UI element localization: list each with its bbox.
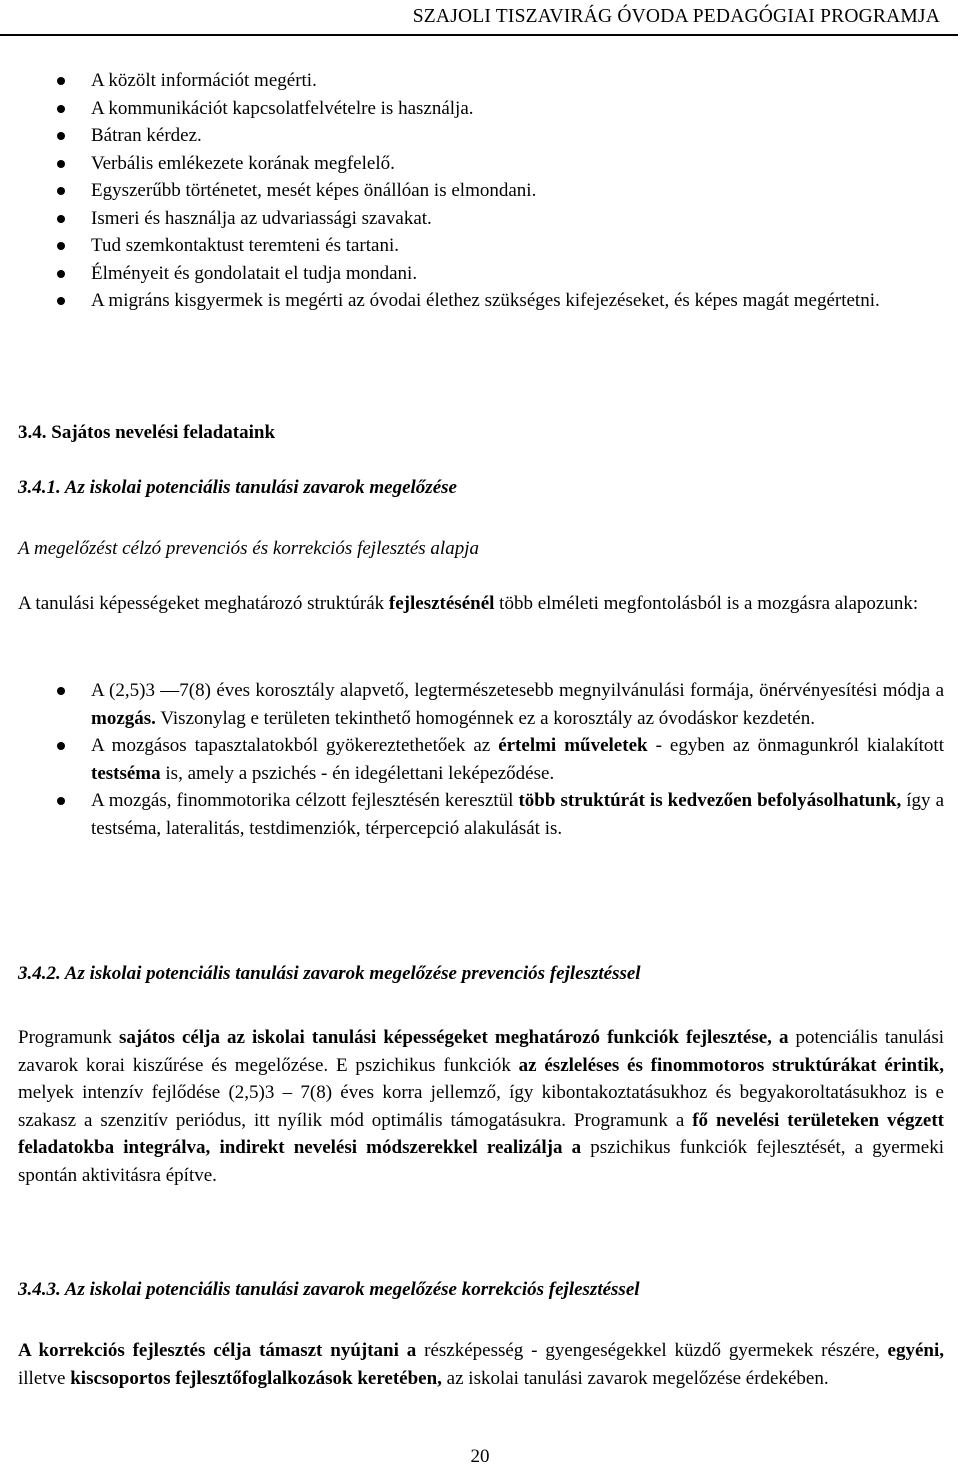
section-heading-3-4-1: 3.4.1. Az iskolai potenciális tanulási zavarok megelőzése <box>18 477 457 498</box>
list-item: Élményeit és gondolatait el tudja mondani. <box>18 260 944 288</box>
subsection-subtitle: A megelőzést célzó prevenciós és korrekciós fejlesztés alapja <box>18 538 479 559</box>
list-item: A kommunikációt kapcsolatfelvételre is használja. <box>18 95 944 123</box>
list-item: Bátran kérdez. <box>18 122 944 150</box>
list-item: A migráns kisgyermek is megérti az óvodai élethez szükséges kifejezéseket, és képes magát megértetni. <box>18 287 944 315</box>
list-item: Tud szemkontaktust teremteni és tartani. <box>18 232 944 260</box>
prevention-paragraph: Programunk sajátos célja az iskolai tanulási képességeket meghatározó funkciók fejlesztése, a potenciális tanulási zavarok korai kiszűrése és megelőzése. E pszichikus funkciók az észleléses és finommotoros struktúrákat érintik, melyek intenzív fejlődése (2,5)3 – 7(8) éves korra jellemző, így kibontakoztatásukhoz és begyakoroltatásukhoz is e szakasz a szenzitív periódus, itt nyílik mód optimális támogatásukra. Programunk a fő nevelési területeken végzett feladatokba integrálva, indirekt nevelési módszerekkel realizálja a pszichikus funkciók fejlesztését, a gyermeki spontán aktivitásra építve. <box>18 1027 944 1186</box>
list-item: Verbális emlékezete korának megfelelő. <box>18 150 944 178</box>
list-item: A közölt információt megérti. <box>18 67 944 95</box>
section-heading-3-4-3: 3.4.3. Az iskolai potenciális tanulási zavarok megelőzése korrekciós fejlesztéssel <box>18 1279 640 1300</box>
intro-paragraph: A tanulási képességeket meghatározó struktúrák fejlesztésénél több elméleti megfontolásból is a mozgásra alapozunk: <box>18 593 919 614</box>
page-header <box>0 0 958 36</box>
competency-list <box>18 67 944 315</box>
list-item: A mozgás, finommotorika célzott fejlesztésén keresztül több struktúrát is kedvezően befolyásolhatunk, így a testséma, lateralitás, testdimenziók, térpercepció alakulását is. <box>18 787 944 842</box>
correction-paragraph: A korrekciós fejlesztés célja támaszt nyújtani a részképesség - gyengeségekkel küzdő gyermekek részére, egyéni, illetve kiscsoportos fejlesztőfoglalkozások keretében, az iskolai tanulási zavarok megelőzése érdekében. <box>18 1340 944 1389</box>
movement-list <box>18 677 944 842</box>
page-number: 20 <box>470 1446 490 1467</box>
section-heading-3-4: 3.4. Sajátos nevelési feladataink <box>18 422 276 443</box>
list-item: Ismeri és használja az udvariassági szavakat. <box>18 205 944 233</box>
header-title: SZAJOLI TISZAVIRÁG ÓVODA PEDAGÓGIAI PROGRAMJA <box>412 6 940 27</box>
list-item: Egyszerűbb történetet, mesét képes önállóan is elmondani. <box>18 177 944 205</box>
list-item: A mozgásos tapasztalatokból gyökereztethetőek az értelmi műveletek - egyben az önmagunkról kialakított testséma is, amely a pszichés - én idegélettani leképeződése. <box>18 732 944 787</box>
list-item: A (2,5)3 —7(8) éves korosztály alapvető, legtermészetesebb megnyilvánulási formája, önérvényesítési módja a mozgás. Viszonylag e területen tekinthető homogénnek ez a korosztály az óvodáskor kezdetén. <box>18 677 944 732</box>
section-heading-3-4-2: 3.4.2. Az iskolai potenciális tanulási zavarok megelőzése prevenciós fejlesztéssel <box>18 963 641 984</box>
